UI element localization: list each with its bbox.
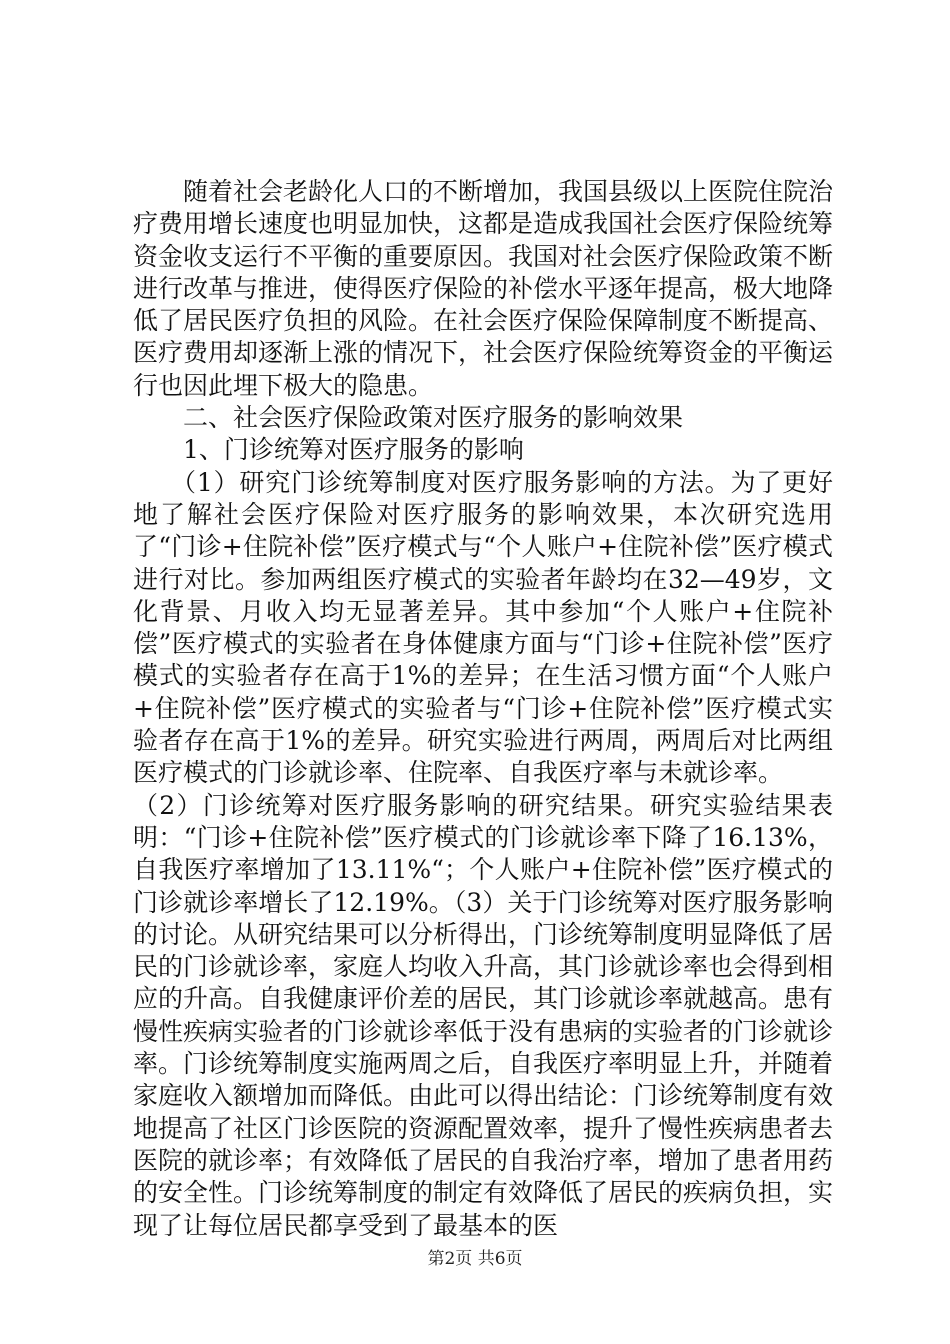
paragraph-aging-population: 随着社会老龄化人口的不断增加，我国县级以上医院住院治疗费用增长速度也明显加快，这都是造成我国社会医疗保险统筹资金收支运行不平衡的重要原因。我国对社会医疗保险政策不断进行改革与推进，使得医疗保险的补偿水平逐年提高，极大地降低了居民医疗负担的风险。在社会医疗保险保障制度不断提高、医疗费用却逐渐上涨的情况下，社会医疗保险统筹资金的平衡运行也因此埋下极大的隐患。 [133,177,834,400]
page-number: 第2页 共6页 [427,1249,523,1269]
paragraph-research-method: （1）研究门诊统筹制度对医疗服务影响的方法。为了更好地了解社会医疗保险对医疗服务的影响效果，本次研究选用了“门诊+住院补偿”医疗模式与“个人账户+住院补偿”医疗模式进行对比。参加两组医疗模式的实验者年龄均在32—49岁，文化背景、月收入均无显著差异。其中参加“个人账户+住院补偿”医疗模式的实验者在身体健康方面与“门诊+住院补偿”医疗模式的实验者存在高于1%的差异；在生活习惯方面“个人账户+住院补偿”医疗模式的实验者与“门诊+住院补偿”医疗模式实验者存在高于1%的差异。研究实验进行两周，两周后对比两组医疗模式的门诊就诊率、住院率、自我医疗率与未就诊率。 [133,467,833,788]
section-heading-2: 二、社会医疗保险政策对医疗服务的影响效果 [183,403,684,433]
paragraph-research-results: （2）门诊统筹对医疗服务影响的研究结果。研究实验结果表明：“门诊+住院补偿”医疗模式的门诊就诊率下降了16.13%，自我医疗率增加了13.11%“；个人账户+住院补偿”医疗模式的门诊就诊率增长了12.19%。（3）关于门诊统筹对医疗服务影响的讨论。从研究结果可以分析得出，门诊统筹制度明显降低了居民的门诊就诊率，家庭人均收入升高，其门诊就诊率也会得到相应的升高。自我健康评价差的居民，其门诊就诊率就越高。患有慢性疾病实验者的门诊就诊率低于没有患病的实验者的门诊就诊率。门诊统筹制度实施两周之后，自我医疗率明显上升，并随着家庭收入额增加而降低。由此可以得出结论：门诊统筹制度有效地提高了社区门诊医院的资源配置效率，提升了慢性疾病患者去医院的就诊率；有效降低了居民的自我治疗率，增加了患者用药的安全性。门诊统筹制度的制定有效降低了居民的疾病负担，实现了让每位居民都享受到了最基本的医 [133,790,834,1240]
document-body [133,176,833,1242]
subsection-heading-1: 1、门诊统筹对医疗服务的影响 [183,435,524,465]
